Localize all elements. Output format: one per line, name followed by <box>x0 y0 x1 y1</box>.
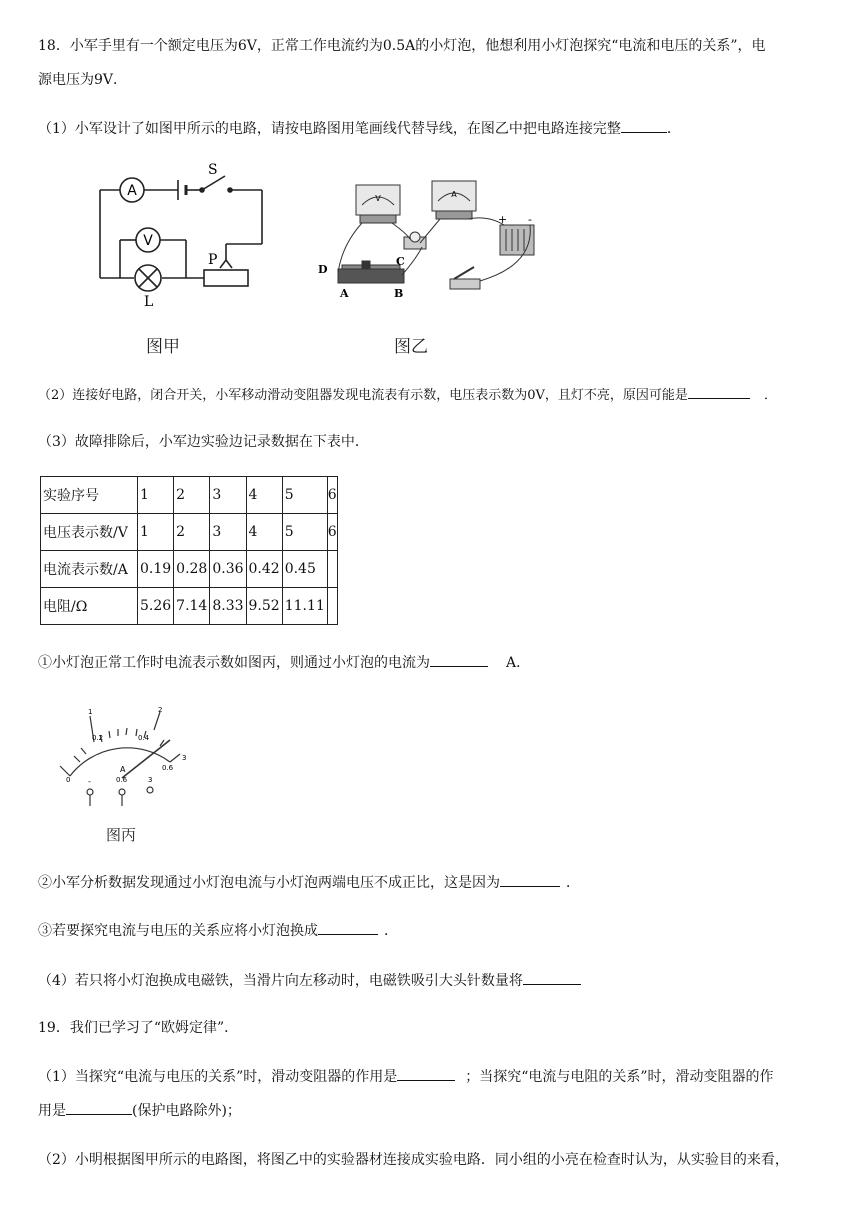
table-row-header: 电阻/Ω <box>41 588 138 625</box>
table-row <box>41 514 338 551</box>
table-cell: 2 <box>174 514 210 551</box>
tick-0-label: 0 <box>66 776 71 784</box>
answer-blank[interactable] <box>318 920 378 935</box>
q18-sub2-text: ②小军分析数据发现通过小灯泡电流与小灯泡两端电压不成正比，这是因为 <box>38 875 500 891</box>
table-row <box>41 588 338 625</box>
q19-part1-b: ；当探究“电流与电阻的关系”时，滑动变阻器的作 <box>465 1069 774 1085</box>
q18-part1-end: ． <box>666 121 681 137</box>
q19-part1-c: 用是 <box>38 1103 66 1119</box>
table-cell: 2 <box>174 477 210 514</box>
terminal-3-label: 3 <box>148 776 153 784</box>
table-row <box>41 477 338 514</box>
voltmeter-label: V <box>143 233 153 249</box>
q18-part1 <box>38 118 681 139</box>
q18-sub1 <box>38 652 530 673</box>
q18-sub2 <box>38 872 580 893</box>
switch-label: S <box>208 162 218 178</box>
table-cell: 0.42 <box>246 551 282 588</box>
table-cell <box>327 588 337 625</box>
q18-part4-text: （4）若只将小灯泡换成电磁铁，当滑片向左移动时，电磁铁吸引大头针数量将 <box>38 973 523 989</box>
q18-sub3-end: ． <box>384 923 398 939</box>
tick-0.2-label: 0.2 <box>92 734 104 742</box>
answer-blank[interactable] <box>430 652 488 667</box>
table-cell: 7.14 <box>174 588 210 625</box>
table-cell: 3 <box>210 477 246 514</box>
slider-label: P <box>208 252 218 268</box>
table-cell: 6 <box>327 477 337 514</box>
battery-plus-label: + <box>498 213 508 226</box>
tick-0.4-label: 0.4 <box>138 734 150 742</box>
answer-blank[interactable] <box>523 970 581 985</box>
fig-yi-caption: 图乙 <box>394 337 428 357</box>
table-cell <box>327 551 337 588</box>
outer-tick-3-label: 3 <box>182 754 187 762</box>
terminal-c-label: C <box>396 255 405 268</box>
answer-blank[interactable] <box>397 1066 455 1081</box>
outer-tick-2-label: 2 <box>158 706 163 714</box>
table-cell: 1 <box>138 477 174 514</box>
tick-0.6-label: 0.6 <box>162 764 174 772</box>
lamp-label: L <box>144 294 154 310</box>
table-cell: 1 <box>138 514 174 551</box>
answer-blank[interactable] <box>688 384 750 399</box>
table-cell: 5 <box>282 514 327 551</box>
fig-jia-caption: 图甲 <box>146 337 180 357</box>
q19-intro: 19．我们已学习了“欧姆定律”． <box>38 1020 239 1036</box>
table-cell: 5 <box>282 477 327 514</box>
q19-part1-a: （1）当探究“电流与电压的关系”时，滑动变阻器的作用是 <box>38 1069 398 1085</box>
data-table <box>40 476 338 625</box>
battery-minus-label: - <box>528 213 532 226</box>
q19-part1-d: (保护电路除外)； <box>132 1103 241 1119</box>
q19-part1-line1 <box>38 1066 774 1087</box>
table-cell: 8.33 <box>210 588 246 625</box>
q18-part1-text: （1）小军设计了如图甲所示的电路，请按电路图用笔画线代替导线，在图乙中把电路连接完整 <box>38 121 621 137</box>
table-row <box>41 551 338 588</box>
terminal-a-label: A <box>340 287 349 300</box>
table-cell: 0.28 <box>174 551 210 588</box>
dial-unit-label: A <box>120 765 126 774</box>
table-cell: 5.26 <box>138 588 174 625</box>
answer-blank[interactable] <box>621 118 667 133</box>
q19-part2: （2）小明根据图甲所示的电路图，将图乙中的实验器材连接成实验电路．同小组的小亮在检查时认为，从实验目的来看， <box>38 1152 789 1168</box>
apparatus-diagram-yi <box>312 175 542 300</box>
circuit-diagram-jia <box>90 160 290 310</box>
table-cell: 11.11 <box>282 588 327 625</box>
table-row-header: 电压表示数/V <box>41 514 138 551</box>
apparatus-voltmeter-label: V <box>375 194 381 203</box>
table-cell: 3 <box>210 514 246 551</box>
q18-sub1-text: ①小灯泡正常工作时电流表示数如图丙，则通过小灯泡的电流为 <box>38 655 430 671</box>
fig-bing-caption: 图丙 <box>106 826 137 844</box>
q18-intro-line1: 18．小军手里有一个额定电压为6V，正常工作电流约为0.5A的小灯泡，他想利用小灯泡探究“电流和电压的关系”，电 <box>38 38 766 54</box>
answer-blank[interactable] <box>500 872 560 887</box>
outer-tick-1-label: 1 <box>88 708 93 716</box>
q18-part2-end: ． <box>763 388 777 403</box>
table-cell: 4 <box>246 477 282 514</box>
q18-sub2-end: ． <box>566 875 580 891</box>
table-body <box>41 477 338 625</box>
terminal-minus-label: - <box>88 777 91 786</box>
table-cell: 6 <box>327 514 337 551</box>
q19-part1-line2 <box>38 1100 241 1121</box>
table-row-header: 电流表示数/A <box>41 551 138 588</box>
terminal-0.6-label: 0.6 <box>116 776 128 784</box>
q18-part3: （3）故障排除后，小军边实验边记录数据在下表中． <box>38 434 369 450</box>
answer-blank[interactable] <box>66 1100 132 1115</box>
table-cell: 4 <box>246 514 282 551</box>
table-row-header: 实验序号 <box>41 477 138 514</box>
q18-part2 <box>38 384 777 406</box>
q18-part2-text: （2）连接好电路，闭合开关，小军移动滑动变阻器发现电流表有示数，电压表示数为0V，且灯不亮，原因可能是 <box>38 388 688 403</box>
table-cell: 0.36 <box>210 551 246 588</box>
q18-part4 <box>38 970 581 991</box>
q18-sub3 <box>38 920 398 941</box>
ammeter-dial-bing <box>40 706 200 816</box>
terminal-b-label: B <box>394 287 404 300</box>
table-cell: 9.52 <box>246 588 282 625</box>
terminal-d-label: D <box>318 263 328 276</box>
q18-intro-line2: 源电压为9V． <box>38 72 128 88</box>
apparatus-ammeter-label: A <box>451 190 457 199</box>
q18-sub1-unit: A． <box>506 655 531 671</box>
table-cell: 0.19 <box>138 551 174 588</box>
table-cell: 0.45 <box>282 551 327 588</box>
ammeter-label: A <box>127 183 137 199</box>
q18-sub3-text: ③若要探究电流与电压的关系应将小灯泡换成 <box>38 923 318 939</box>
